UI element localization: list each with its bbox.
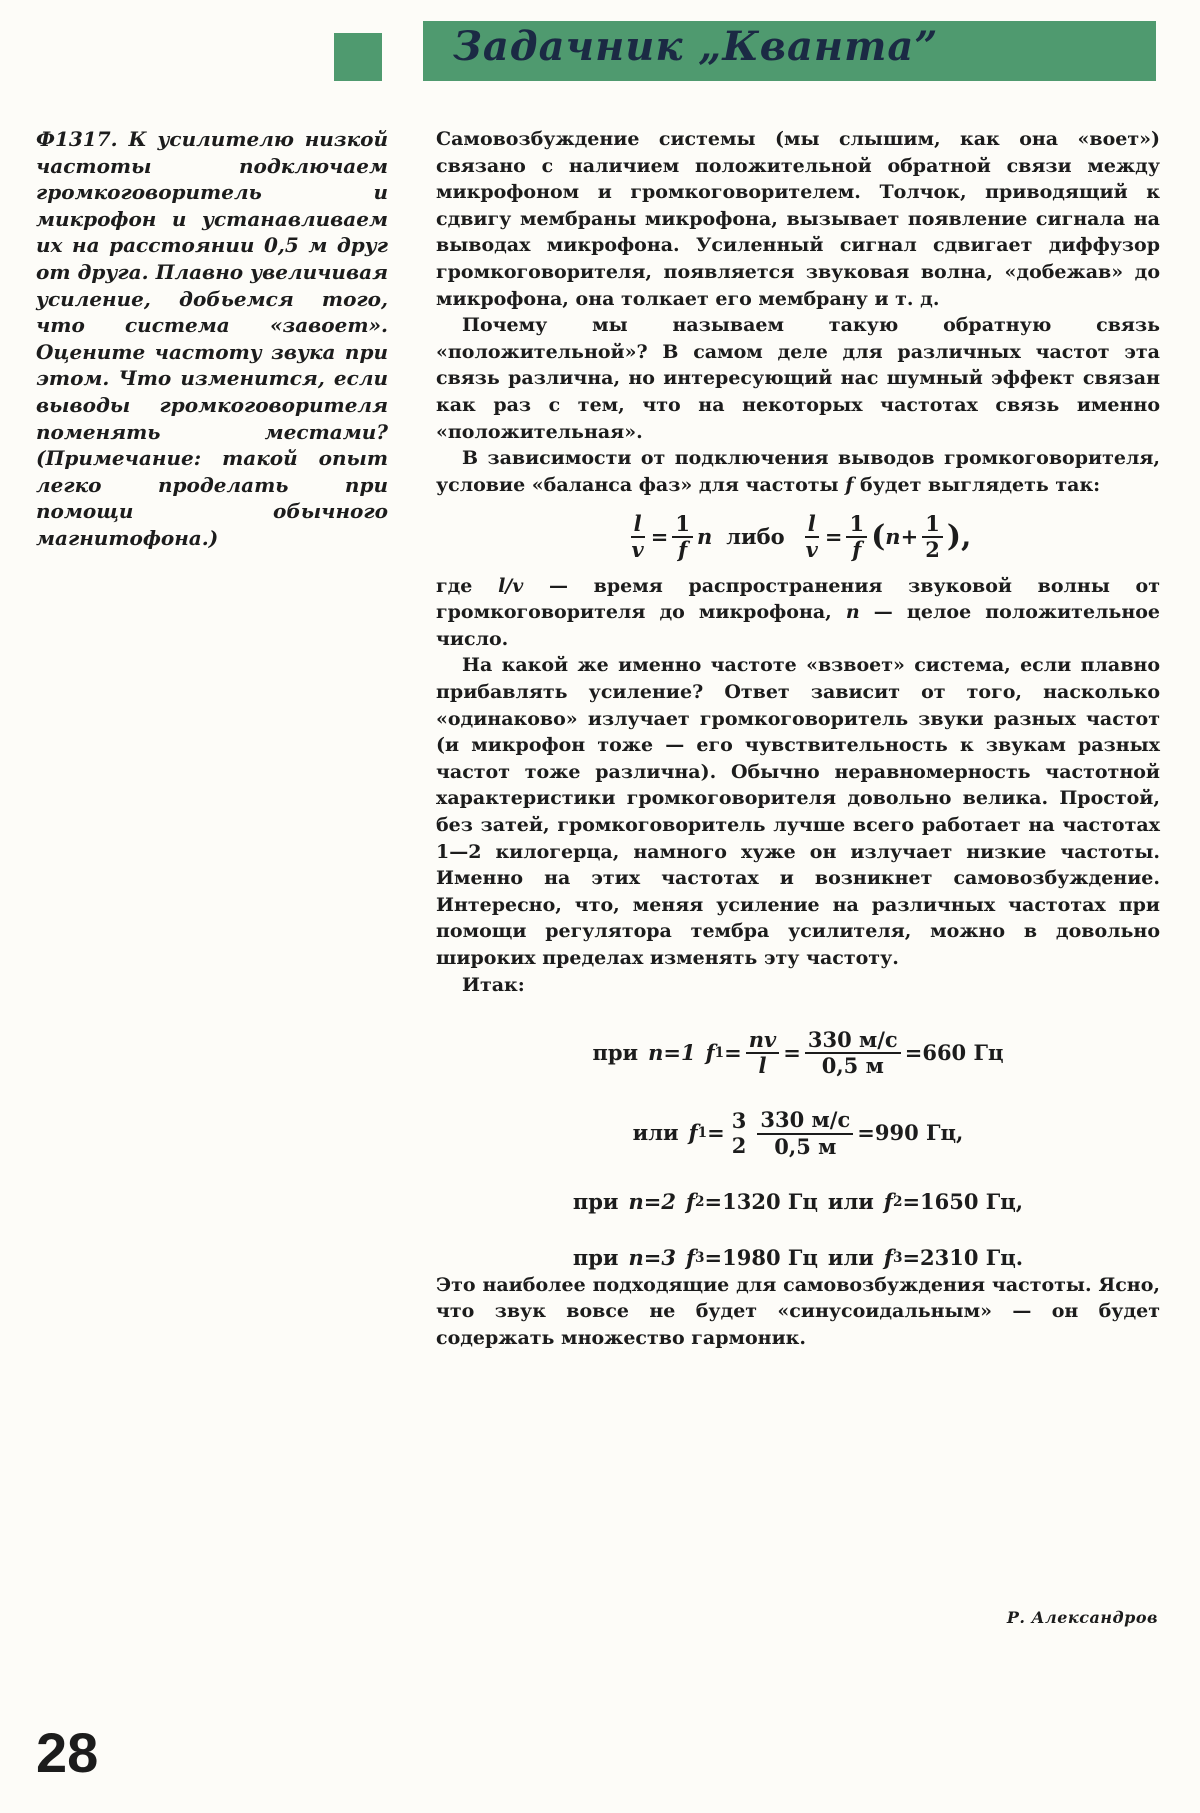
calculation-n1: при n=1 f 1 = $\frac{nv}{l}$ = $\frac{330 м/с}{0,5 м}$ =660 Гц bbox=[592, 1027, 1004, 1079]
header-band bbox=[423, 21, 1156, 81]
solution-column bbox=[436, 126, 1160, 1352]
variable-n-2: n bbox=[885, 524, 901, 550]
fraction-1-over-2: $\frac{1}{2}$ bbox=[922, 512, 943, 562]
author-signature: Р. Александров bbox=[1006, 1608, 1158, 1627]
variable-n-3: n bbox=[845, 601, 860, 624]
equals-sign: = bbox=[650, 524, 669, 550]
fraction-1-over-f-2: $\frac{1}{f}$ bbox=[846, 512, 867, 562]
fraction-3-over-2: 3 2 bbox=[731, 1108, 747, 1158]
solution-paragraph-3 bbox=[436, 445, 1160, 498]
solution-paragraph-6: Итак: bbox=[462, 973, 525, 996]
plus-sign: + bbox=[900, 524, 919, 550]
variable-l-over-v: l/v bbox=[498, 574, 524, 597]
calculation-n2: при n=2 f 2 =1320 Гц или f 2 =1650 Гц, bbox=[572, 1188, 1024, 1214]
formula-conjunction: либо bbox=[726, 524, 785, 550]
solution-paragraph-5: На какой же именно частоте «взвоет» система, если плавно прибавлять усиление? Ответ зависит от того, насколько «одинаково» излучает громкоговоритель звуки разных частот (и микрофон тоже — его чувствительность к звукам разных частот тоже различна). Обычно неравномерность частотной характеристики громкоговорителя довольно велика. Простой, без затей, громкоговоритель лучше всего работает на частотах 1—2 килогерца, намного хуже он излучает низкие частоты. Именно на этих частотах и возникнет самовозбуждение. Интересно, что, меняя усиление на различных частотах при помощи регулятора тембра усилителя, можно в довольно широких пределах изменять эту частоту. bbox=[436, 654, 1160, 969]
variable-f: f bbox=[845, 473, 854, 496]
problem-text: К усилителю низкой частоты подключаем громкоговоритель и микрофон и устанавливаем их на расстоянии 0,5 м друг от друга. Плавно увеличивая усиление, добьемся того, что система «завоет». Оцените частоту звука при этом. Что изменится, если выводы громкоговорителя поменять местами? (Примечание: такой опыт легко проделать при помощи обычного магнитофона.) bbox=[36, 127, 388, 550]
fraction-speed-over-distance-2: $\frac{330 м/с}{0,5 м}$ bbox=[757, 1108, 853, 1158]
right-paren: ), bbox=[946, 519, 972, 555]
fraction-speed-over-distance: $\frac{330 м/с}{0,5 м}$ bbox=[805, 1028, 901, 1078]
page-number: 28 bbox=[36, 1721, 99, 1784]
equals-sign-2: = bbox=[824, 524, 843, 550]
problem-statement bbox=[36, 126, 388, 552]
problem-number: Ф1317. bbox=[36, 127, 118, 151]
fraction-nv-over-l: $\frac{nv}{l}$ bbox=[746, 1028, 779, 1078]
fraction-1-over-f: $\frac{1}{f}$ bbox=[672, 512, 693, 562]
paragraph-3-text-a: В зависимости от подключения выводов громкоговорителя, условие «баланса фаз» для частоты bbox=[436, 447, 1160, 496]
fraction-l-over-v: $\frac{l}{v}$ bbox=[631, 511, 644, 563]
result-990: =990 Гц, bbox=[857, 1120, 964, 1146]
header-square bbox=[334, 33, 382, 81]
solution-paragraph-7: Это наиболее подходящие для самовозбуждения частоты. Ясно, что звук вовсе не будет «синусоидальным» — он будет содержать множество гармоник. bbox=[436, 1273, 1160, 1350]
solution-paragraph-2: Почему мы называем такую обратную связь «положительной»? В самом деле для различных частот эта связь различна, но интересующий нас шумный эффект связан как раз с тем, что на некоторых частотах связь именно «положительная». bbox=[436, 314, 1160, 443]
calculation-n1-alt: или f 1 = 3 2 $\frac{330 м/с}{0,5 м}$ =990 Гц, bbox=[632, 1107, 964, 1159]
paragraph-3-text-b: будет выглядеть так: bbox=[860, 473, 1101, 496]
left-paren: ( bbox=[871, 519, 886, 555]
calculation-n3: при n=3 f 3 =1980 Гц или f 3 =2310 Гц. bbox=[572, 1245, 1024, 1271]
solution-paragraph-1: Самовозбуждение системы (мы слышим, как она «воет») связано с наличием положительной обратной связи между микрофоном и громкоговорителем. Толчок, приводящий к сдвигу мембраны микрофона, вызывает появление сигнала на выводах микрофона. Усиленный сигнал сдвигает диффузор громкоговорителя, появляется звуковая волна, «добежав» до микрофона, она толкает его мембрану и т. д. bbox=[436, 128, 1160, 310]
section-title: Задачник „Кванта” bbox=[453, 23, 939, 70]
solution-paragraph-4: где l/v — время распространения звуковой волны от громкоговорителя до микрофона, n — целое положительное число. bbox=[436, 574, 1160, 650]
fraction-l-over-v-2: $\frac{l}{v}$ bbox=[805, 511, 818, 563]
phase-balance-formula bbox=[436, 512, 1160, 562]
variable-n: n bbox=[696, 524, 713, 550]
result-660: =660 Гц bbox=[904, 1039, 1004, 1065]
